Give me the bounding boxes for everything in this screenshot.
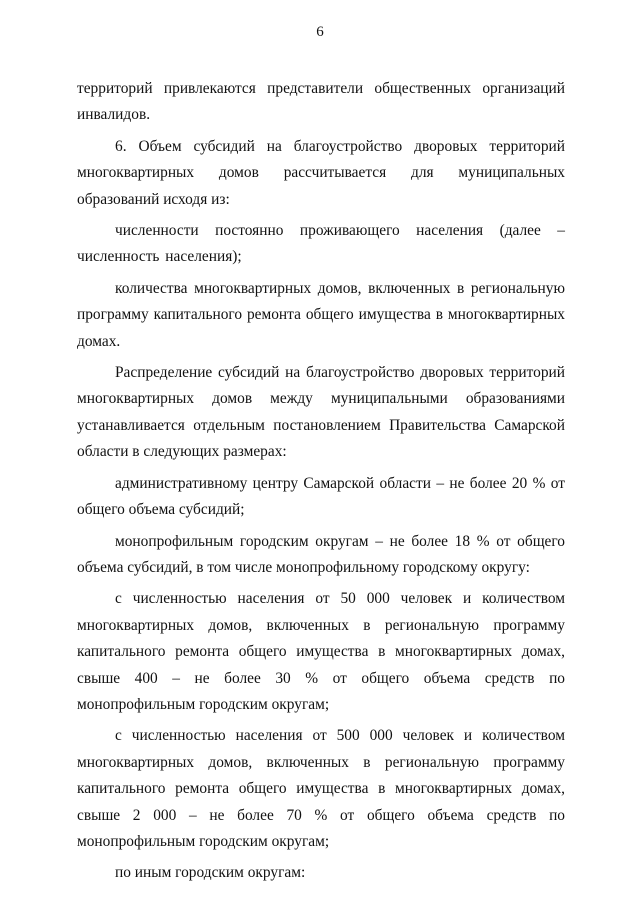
document-body <box>77 76 565 892</box>
paragraph-monoprofile-500000: с численностью населения от 500 000 человек и количеством многоквартирных домов, включенных в региональную программу капитального ремонта общего имущества в многоквартирных домах, свыше 2 000 – не более 70 % от общего объема средств по монопрофильным городским округам; <box>77 727 565 850</box>
paragraph-admin-center: административному центру Самарской области – не более 20 % от общего объема субсидий; <box>77 474 565 519</box>
paragraph-criterion-houses: количества многоквартирных домов, включенных в региональную программу капитального ремонта общего имущества в многоквартирных домах. <box>77 279 565 350</box>
paragraph-other-districts: по иным городским округам: <box>115 864 306 882</box>
paragraph-item-6: 6. Объем субсидий на благоустройство дворовых территорий многоквартирных домов рассчитывается для муниципальных образований исходя из: <box>77 137 565 208</box>
paragraph-criterion-population: численности постоянно проживающего населения (далее – численность населения); <box>77 222 565 266</box>
paragraph-continuation: территорий привлекаются представители общественных организаций инвалидов. <box>77 80 565 124</box>
page-number: 6 <box>316 24 324 40</box>
paragraph-distribution: Распределение субсидий на благоустройство дворовых территорий многоквартирных домов между муниципальными образованиями устанавливается отдельным постановлением Правительства Самарской области в следующих размерах: <box>77 364 565 461</box>
paragraph-monoprofile-50000: с численностью населения от 50 000 человек и количеством многоквартирных домов, включенных в региональную программу капитального ремонта общего имущества в многоквартирных домах, свыше 400 – не более 30 % от общего объема средств по монопрофильным городским округам; <box>77 590 565 713</box>
paragraph-monoprofile: монопрофильным городским округам – не более 18 % от общего объема субсидий, в том числе монопрофильному городскому округу: <box>77 532 565 576</box>
